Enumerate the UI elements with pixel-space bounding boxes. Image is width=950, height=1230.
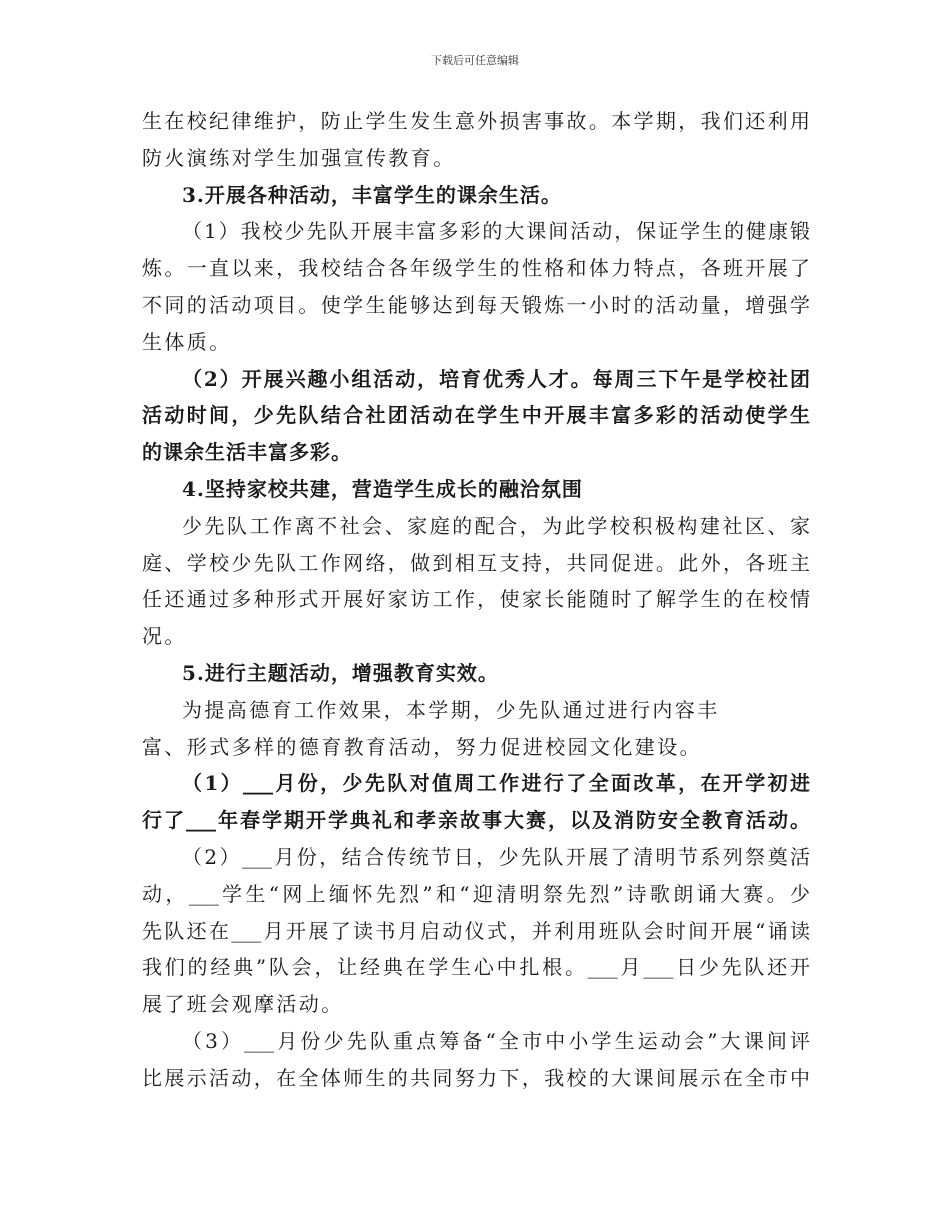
body-line: 为提高德育工作效果，本学期，少先队通过进行内容丰 — [182, 697, 720, 722]
body-line: 展了班会观摩活动。 — [142, 992, 344, 1017]
body-line: 生在校纪律维护，防止学生发生意外损害事故。本学期，我们还利用 — [142, 109, 810, 133]
bold-line: （1）___月份，少先队对值周工作进行了全面改革，在开学初进 — [182, 771, 810, 796]
body-line: 动，___学生“网上缅怀先烈”和“迎清明祭先烈”诗歌朗诵大赛。少 — [142, 881, 810, 906]
body-line: 庭、学校少先队工作网络，做到相互支持，共同促进。此外，各班主 — [142, 550, 810, 575]
section-heading: 5.进行主题活动，增强教育实效。 — [182, 660, 499, 685]
bold-line: 的课余生活丰富多彩。 — [142, 440, 352, 465]
bold-line: 行了___年春学期开学典礼和孝亲故事大赛，以及消防安全教育活动。 — [142, 808, 810, 833]
section-heading: 3.开展各种活动，丰富学生的课余生活。 — [182, 182, 562, 207]
body-line: 防火演练对学生加强宣传教育。 — [142, 145, 456, 170]
page-header: 下载后可任意编辑 — [431, 54, 519, 67]
body-line: （1）我校少先队开展丰富多彩的大课间活动，保证学生的健康锻 — [182, 219, 810, 244]
body-line: 况。 — [142, 624, 187, 649]
body-line: 炼。一直以来，我校结合各年级学生的性格和体力特点，各班开展了 — [142, 256, 810, 281]
body-line: 先队还在___月开展了读书月启动仪式，并利用班队会时间开展“诵读 — [142, 918, 810, 943]
section-heading: 4.坚持家校共建，营造学生成长的融洽氛围 — [182, 476, 583, 501]
body-line: 不同的活动项目。使学生能够达到每天锻炼一小时的活动量，增强学 — [142, 292, 810, 317]
body-line: 少先队工作离不社会、家庭的配合，为此学校积极构建社区、家 — [182, 513, 810, 538]
body-line: 任还通过多种形式开展好家访工作，使家长能随时了解学生的在校情 — [142, 587, 810, 612]
body-line: 我们的经典”队会，让经典在学生心中扎根。___月___日少先队还开 — [142, 955, 810, 980]
body-line: 生体质。 — [142, 329, 232, 354]
body-line: 比展示活动，在全体师生的共同努力下，我校的大课间展示在全市中 — [142, 1065, 810, 1090]
document-body — [142, 103, 810, 1097]
body-line: 富、形式多样的德育教育活动，努力促进校园文化建设。 — [142, 734, 702, 759]
body-line: （2）___月份，结合传统节日，少先队开展了清明节系列祭奠活 — [182, 844, 810, 869]
bold-line: 活动时间，少先队结合社团活动在学生中开展丰富多彩的活动使学生 — [142, 403, 810, 428]
body-line: （3）___月份少先队重点筹备“全市中小学生运动会”大课间评 — [182, 1028, 810, 1053]
bold-line: （2）开展兴趣小组活动，培育优秀人才。每周三下午是学校社团 — [182, 366, 810, 391]
